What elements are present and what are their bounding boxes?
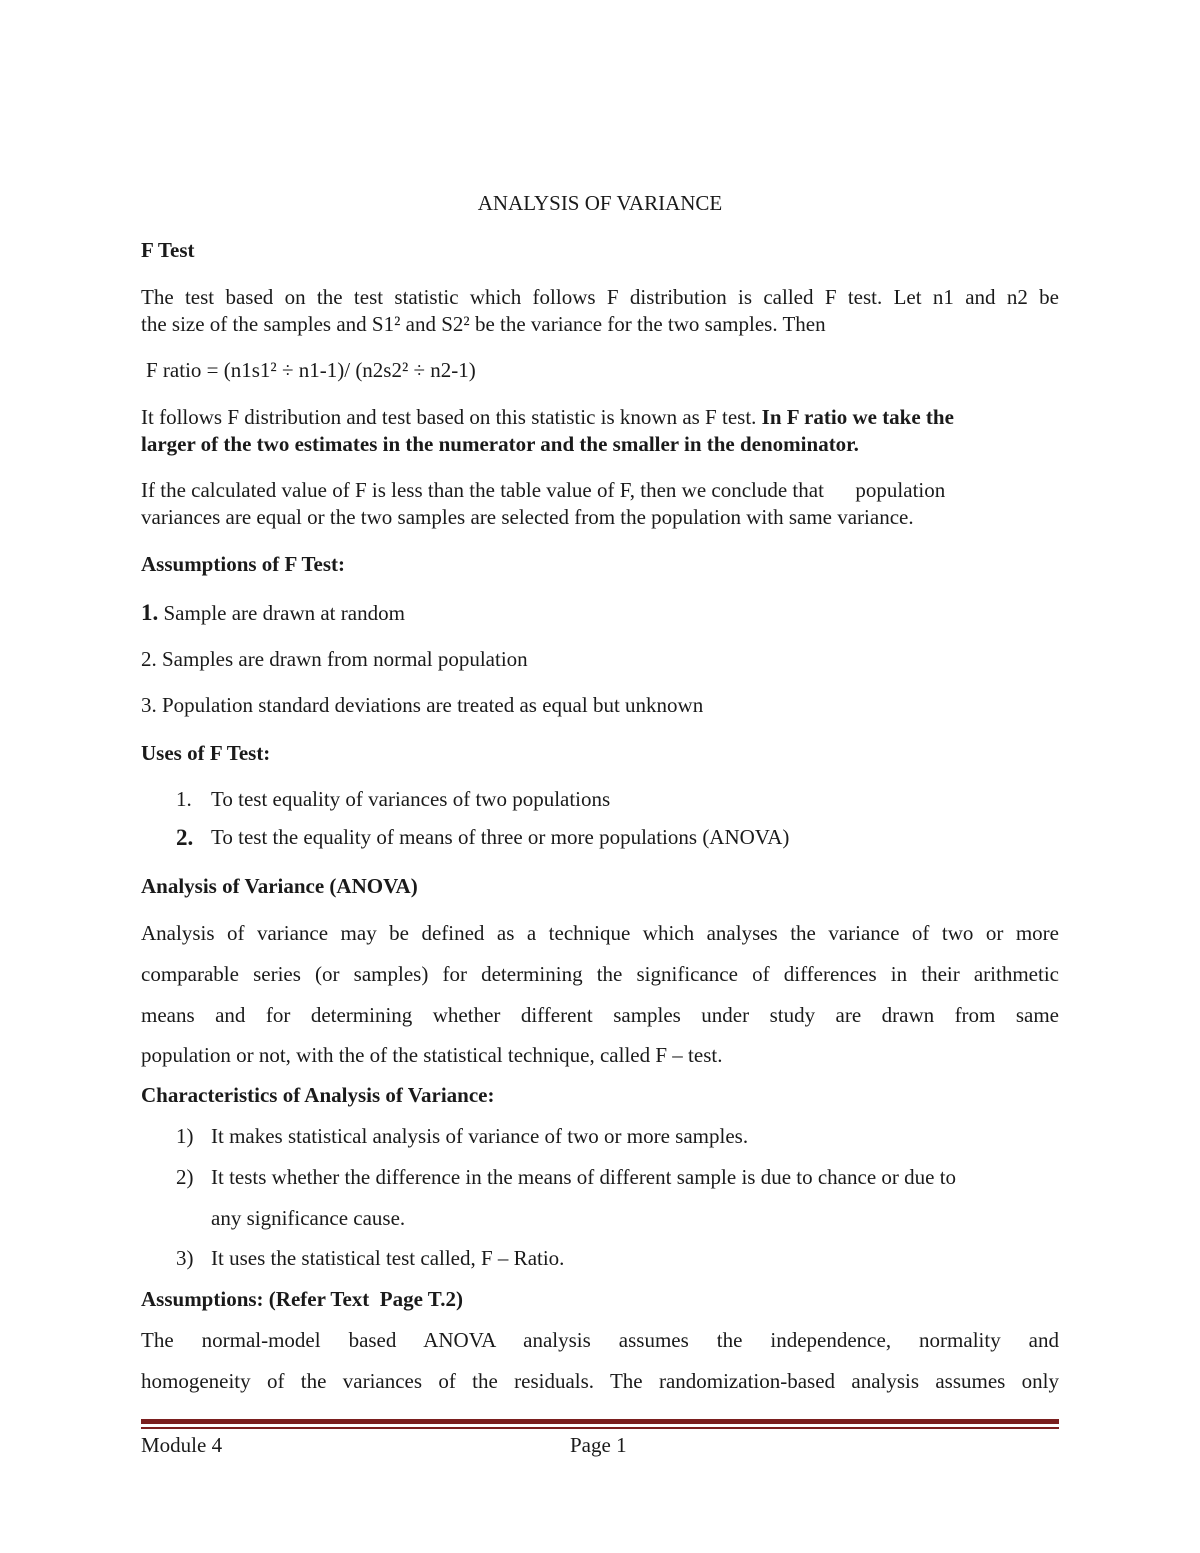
f-test-para2-bold: In F ratio we take the <box>761 405 954 429</box>
f-test-heading: F Test <box>141 238 195 262</box>
anova-line3: means and for determining whether different samples under study are drawn from same <box>141 1003 1059 1027</box>
characteristics-heading: Characteristics of Analysis of Variance: <box>141 1083 495 1107</box>
f-test-para1-line2: the size of the samples and S1² and S2² be the variance for the two samples. Then <box>141 312 826 336</box>
f-test-para1-line1: The test based on the test statistic which follows F distribution is called F test. Let n1 and n2 be <box>141 285 1059 309</box>
list-item-number: 2. <box>141 647 157 671</box>
list-item-number: 1. <box>141 600 159 625</box>
assumptions-line1: The normal-model based ANOVA analysis assumes the independence, normality and <box>141 1328 1059 1352</box>
assumptions-heading: Assumptions: (Refer Text Page T.2) <box>141 1287 463 1311</box>
footer-module: Module 4 <box>141 1433 223 1457</box>
page-title: ANALYSIS OF VARIANCE <box>477 191 723 215</box>
list-item-text: To test equality of variances of two populations <box>211 787 611 811</box>
uses-f-heading: Uses of F Test: <box>141 741 271 765</box>
anova-heading: Analysis of Variance (ANOVA) <box>141 874 418 898</box>
assumptions-f-heading: Assumptions of F Test: <box>141 552 346 576</box>
list-item-text: Samples are drawn from normal population <box>162 647 528 671</box>
f-test-para3-line1: If the calculated value of F is less than the table value of F, then we conclude that population <box>141 478 946 502</box>
f-test-para2-line1 <box>141 404 1059 431</box>
f-test-para2-line2: larger of the two estimates in the numerator and the smaller in the denominator. <box>141 432 859 456</box>
list-item <box>141 646 1059 673</box>
anova-line2: comparable series (or samples) for determining the significance of differences in their arithmetic <box>141 962 1059 986</box>
anova-line1: Analysis of variance may be defined as a technique which analyses the variance of two or more <box>141 921 1059 945</box>
list-item-text: It tests whether the difference in the means of different sample is due to chance or due to <box>211 1165 957 1189</box>
footer-rule-thin <box>141 1427 1059 1429</box>
list-item-number: 1. <box>176 787 192 811</box>
f-test-para3-line2: variances are equal or the two samples are selected from the population with same variance. <box>141 505 914 529</box>
list-item-number: 1) <box>176 1124 194 1148</box>
footer-page-number: Page 1 <box>570 1433 627 1457</box>
list-item-text: any significance cause. <box>211 1206 406 1230</box>
list-item <box>141 692 1059 719</box>
list-item-number: 3) <box>176 1246 194 1270</box>
f-test-para2-plain: It follows F distribution and test based on this statistic is known as F test. <box>141 405 757 429</box>
list-item-number: 2) <box>176 1165 194 1189</box>
list-item-text: To test the equality of means of three or more populations (ANOVA) <box>211 825 790 849</box>
list-item-number: 3. <box>141 693 157 717</box>
list-item-text: Population standard deviations are treated as equal but unknown <box>162 693 704 717</box>
list-item-text: Sample are drawn at random <box>163 601 405 625</box>
footer-rule-thick <box>141 1419 1059 1424</box>
assumptions-line2: homogeneity of the variances of the residuals. The randomization-based analysis assumes only <box>141 1369 1059 1393</box>
f-ratio-formula: F ratio = (n1s1² ÷ n1-1)/ (n2s2² ÷ n2-1) <box>146 358 476 382</box>
list-item-number: 2. <box>176 825 194 850</box>
anova-line4: population or not, with the of the statistical technique, called F – test. <box>141 1043 723 1067</box>
list-item-text: It makes statistical analysis of variance of two or more samples. <box>211 1124 749 1148</box>
list-item-text: It uses the statistical test called, F – Ratio. <box>211 1246 565 1270</box>
list-item <box>141 599 1059 627</box>
